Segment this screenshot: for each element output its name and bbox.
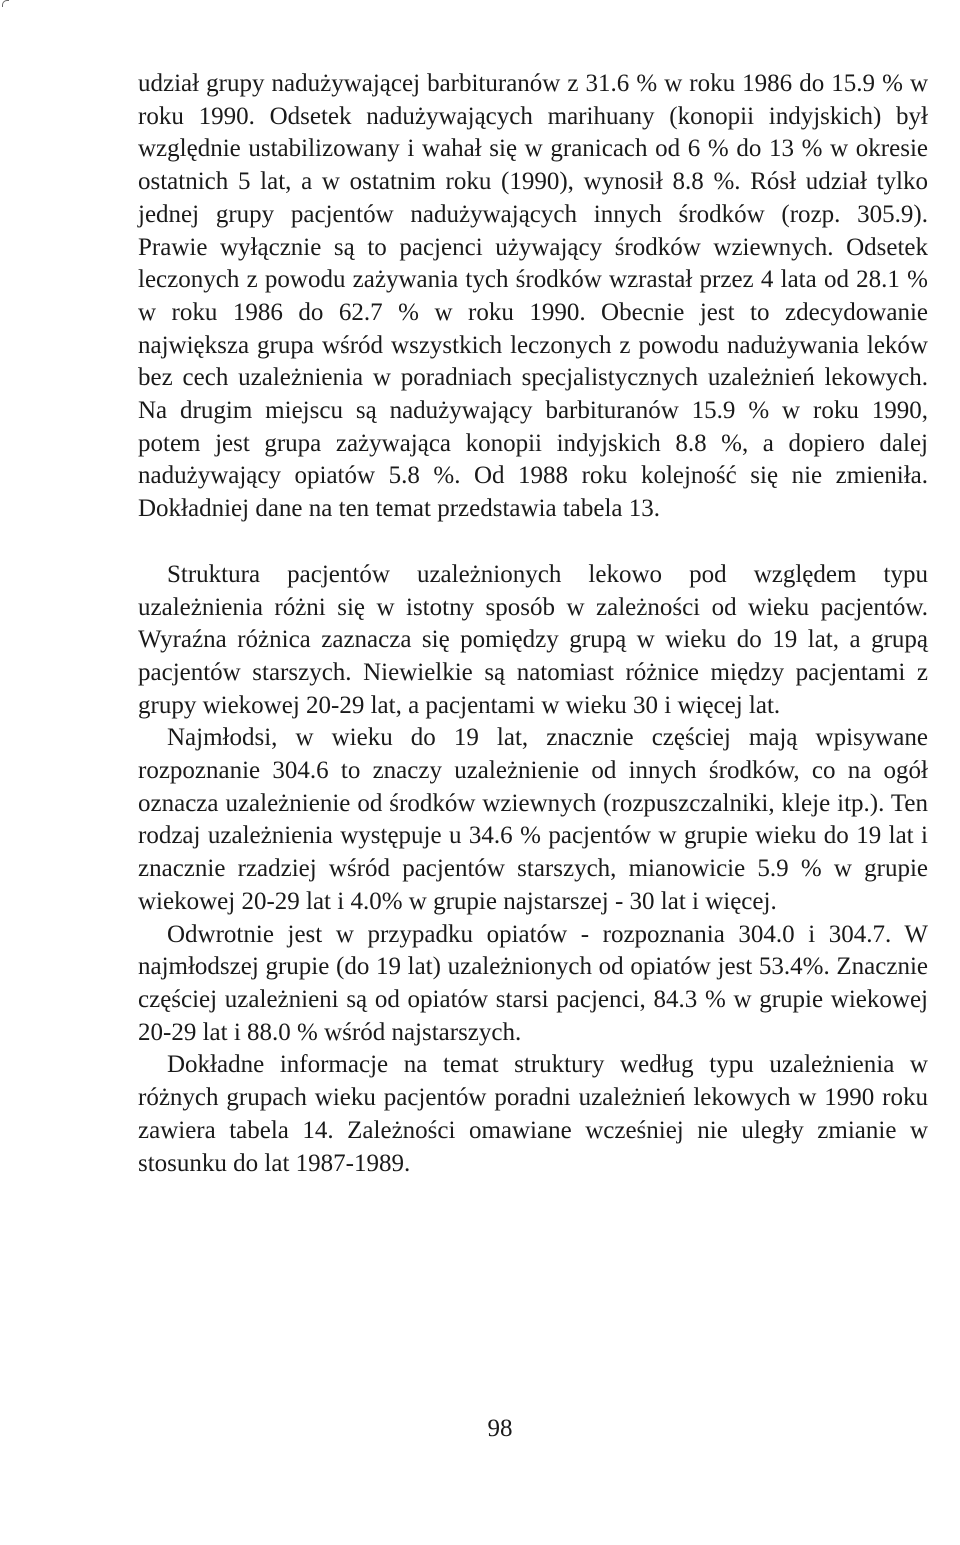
page-body bbox=[138, 68, 928, 1180]
paragraph-structure-by-age: Struktura pacjentów uzależnionych lekowo pod względem typu uzależnienia różni się w istotny sposób w zależności od wieku pacjentów. Wyraźna różnica zaznacza się pomiędzy grupą w wieku do 19 lat, a grupą pacjentów starszych. Niewielkie są natomiast różnice między pacjentami z grupy wiekowej 20-29 lat, a pacjentami w wieku 30 i więcej lat. bbox=[138, 560, 928, 719]
page-number: 98 bbox=[487, 1415, 513, 1442]
paragraph-youngest-patients: Najmłodsi, w wieku do 19 lat, znacznie częściej mają wpisywane rozpoznanie 304.6 to znaczy uzależnienie od innych środków, co na ogół oznacza uzależnienie od środków wziewnych (rozpuszczalniki, kleje itp.). Ten rodzaj uzależnienia występuje u 34.6 % pacjentów w grupie wieku do 19 lat i znacznie rzadziej wśród pacjentów starszych, mianowicie 5.9 % w grupie wiekowej 20-29 lat i 4.0% w grupie najstarszej - 30 lat i więcej. bbox=[138, 724, 928, 915]
paragraph-table-14-reference: Dokładne informacje na temat struktury według typu uzależnienia w różnych grupach wieku pacjentów poradni uzależnień lekowych w 1990 roku zawiera tabela 14. Zależności omawiane wcześniej nie uległy zmianie w stosunku do lat 1987-1989. bbox=[138, 1051, 928, 1177]
scan-corner-mark bbox=[2, 0, 9, 7]
paragraph-opiates: Odwrotnie jest w przypadku opiatów - rozpoznania 304.0 i 304.7. W najmłodszej grupie (do 19 lat) uzależnionych od opiatów jest 53.4%. Znacznie częściej uzależnieni są od opiatów starsi pacjenci, 84.3 % w grupie wiekowej 20-29 lat i 88.0 % wśród najstarszych. bbox=[138, 920, 928, 1046]
paragraph-barbiturates-continuation: udział grupy nadużywającej barbituranów z 31.6 % w roku 1986 do 15.9 % w roku 1990. Odsetek nadużywających marihuany (konopii indyjskich) był względnie ustabilizowany i wahał się w granicach od 6 % do 13 % w okresie ostatnich 5 lat, a w ostatnim roku (1990), wynosił 8.8 %. Rósł udział tylko jednej grupy pacjentów nadużywających innych środków (rozp. 305.9). Prawie wyłącznie są to pacjenci używający środków wziewnych. Odsetek leczonych z powodu zażywania tych środków wzrastał przez 4 lata od 28.1 % w roku 1986 do 62.7 % w roku 1990. Obecnie jest to zdecydowanie największa grupa wśród wszystkich leczonych z powodu nadużywania leków bez cech uzależnienia w poradniach specjalistycznych uzależnień lekowych. Na drugim miejscu są nadużywający barbituranów 15.9 % w roku 1990, potem jest grupa zażywająca konopii indyjskich 8.8 %, a dopiero dalej nadużywający opiatów 5.8 %. Od 1988 roku kolejność się nie zmieniła. Dokładniej dane na ten temat przedstawia tabela 13. bbox=[138, 70, 928, 523]
